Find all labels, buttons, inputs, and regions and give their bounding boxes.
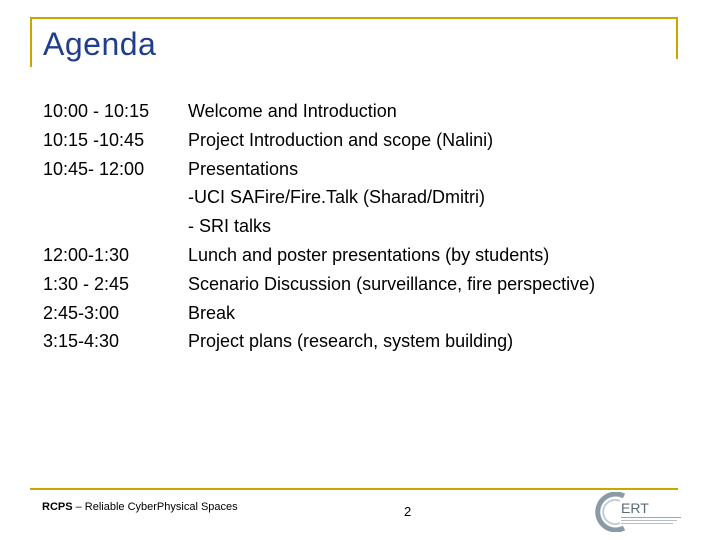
agenda-time	[43, 183, 188, 212]
agenda-item: - SRI talks	[188, 216, 272, 237]
agenda-time: 2:45-3:00	[43, 302, 120, 323]
agenda-time	[43, 212, 188, 241]
agenda-item: Break	[188, 302, 236, 323]
agenda-item: Presentations	[188, 158, 299, 179]
agenda-row	[43, 241, 595, 270]
agenda-item: Project Introduction and scope (Nalini)	[188, 129, 494, 150]
agenda-item: -UCI SAFire/Fire.Talk (Sharad/Dmitri)	[188, 187, 486, 208]
agenda-row	[43, 212, 595, 241]
slide-title: Agenda	[43, 26, 157, 62]
logo-text: ERT	[621, 500, 649, 516]
agenda-list	[43, 97, 595, 356]
agenda-row	[43, 299, 595, 328]
right-rule	[676, 17, 678, 59]
footer-text: – Reliable CyberPhysical Spaces	[72, 501, 238, 513]
agenda-time: 12:00-1:30	[43, 244, 130, 265]
agenda-row	[43, 97, 595, 126]
agenda-item: Project plans (research, system building)	[188, 331, 514, 352]
ert-logo-icon	[594, 492, 686, 532]
left-rule	[30, 17, 32, 67]
agenda-time: 10:15 -10:45	[43, 129, 145, 150]
agenda-row	[43, 155, 595, 184]
agenda-item: Scenario Discussion (surveillance, fire perspective)	[188, 273, 596, 294]
agenda-item: Lunch and poster presentations (by students)	[188, 244, 550, 265]
footer-abbr: RCPS	[42, 501, 73, 513]
agenda-row	[43, 270, 595, 299]
agenda-row	[43, 327, 595, 356]
footer-caption	[42, 501, 238, 513]
agenda-row	[43, 183, 595, 212]
top-rule	[30, 17, 678, 19]
agenda-time: 10:45- 12:00	[43, 158, 145, 179]
agenda-time: 10:00 - 10:15	[43, 101, 150, 121]
agenda-time: 3:15-4:30	[43, 331, 120, 352]
agenda-item: Welcome and Introduction	[188, 101, 397, 121]
bottom-rule	[30, 488, 678, 490]
agenda-row	[43, 126, 595, 155]
agenda-time: 1:30 - 2:45	[43, 273, 130, 294]
page-number: 2	[404, 504, 412, 519]
